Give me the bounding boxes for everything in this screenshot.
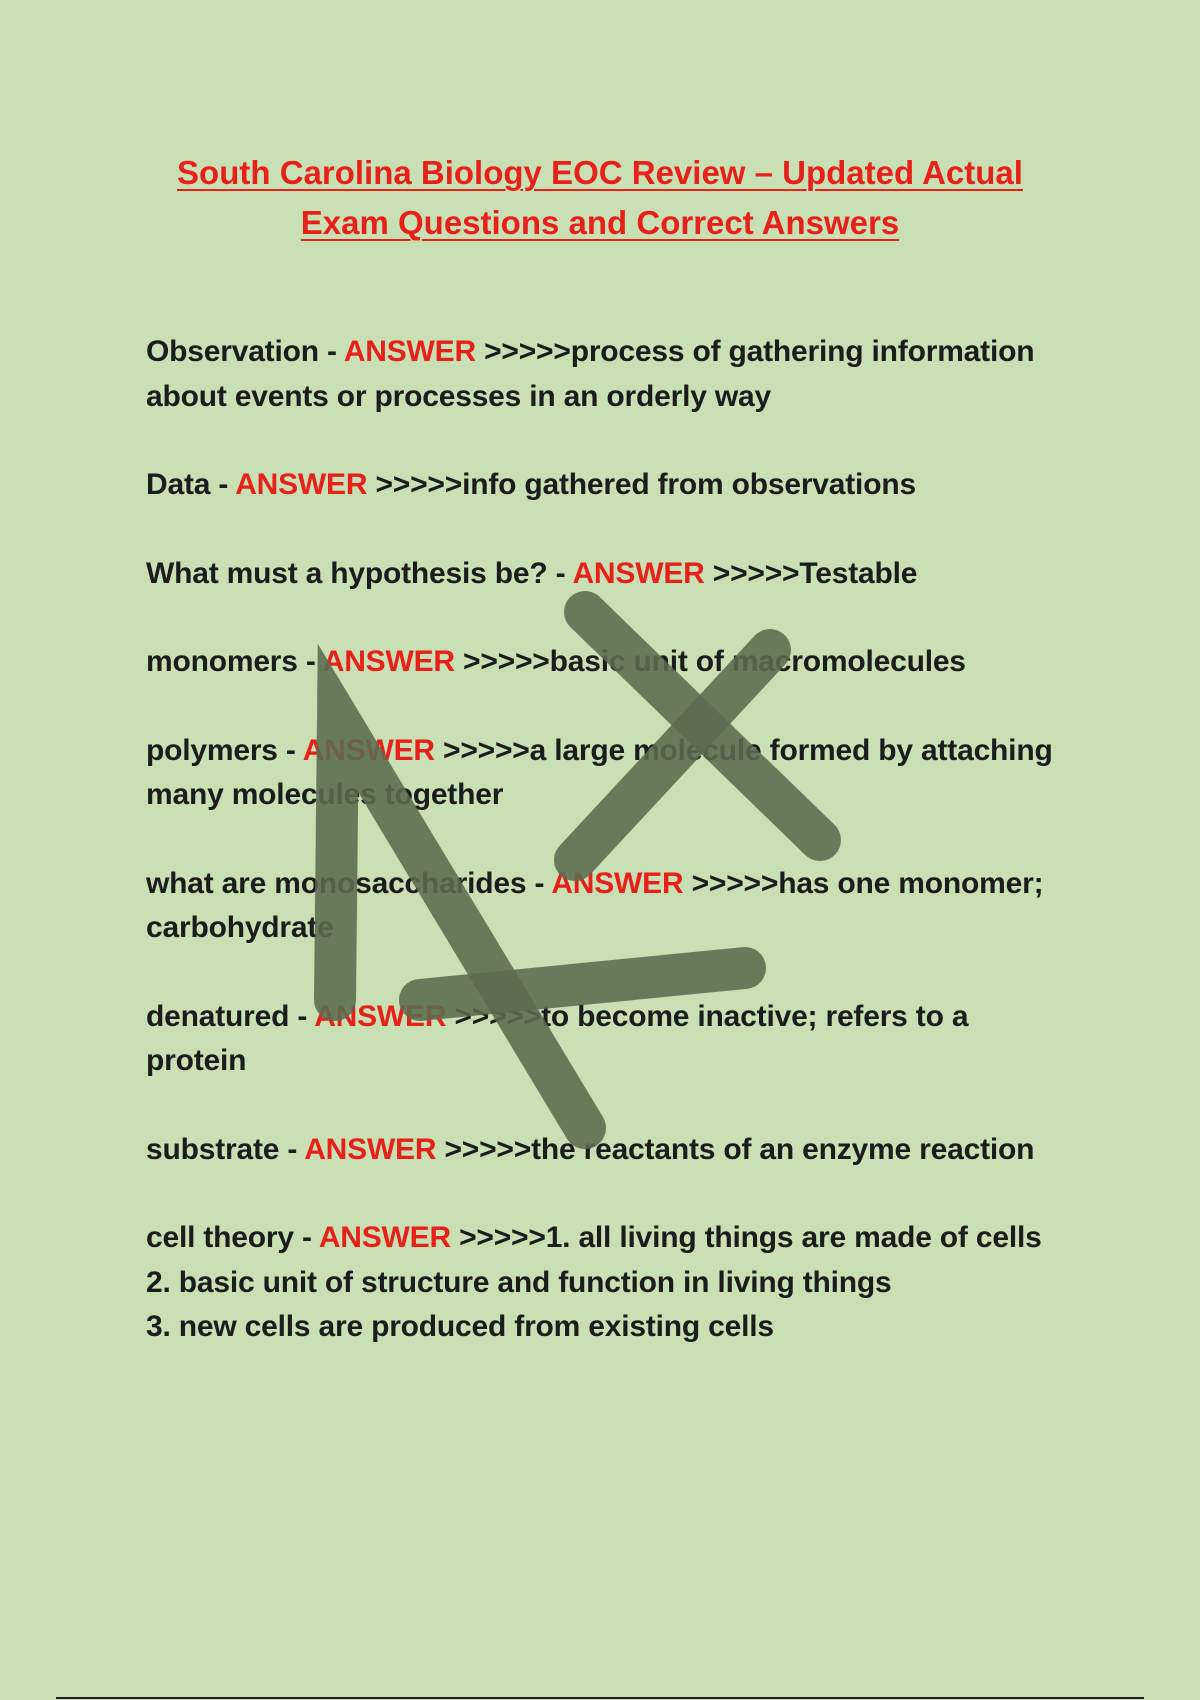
answer-label: ANSWER <box>304 1132 437 1166</box>
answer-label: ANSWER <box>343 335 476 368</box>
answer-label: ANSWER <box>318 1221 451 1254</box>
definition: info gathered from observations <box>462 468 916 501</box>
qa-item-monosaccharides <box>146 862 1076 951</box>
term: Observation <box>146 335 319 368</box>
term: polymers <box>146 733 278 767</box>
separator: - <box>318 335 344 368</box>
definition: 1. all living things are made of cells 2. basic unit of structure and function in living things 3. new cells are produced from existing cells <box>146 1221 1042 1343</box>
term: what are monosaccharides <box>146 866 527 900</box>
answer-label: ANSWER <box>551 866 684 900</box>
answer-label: ANSWER <box>235 468 368 501</box>
arrow: >>>>> <box>454 645 550 678</box>
qa-item-denatured <box>146 995 1076 1084</box>
definition: a large molecule formed by attaching many molecules together <box>146 733 1053 811</box>
term: Data <box>146 468 211 501</box>
term: cell theory <box>146 1221 294 1254</box>
arrow: >>>>> <box>475 335 571 368</box>
separator: - <box>289 999 315 1033</box>
separator: - <box>526 866 552 900</box>
arrow: >>>>> <box>446 999 542 1033</box>
qa-item-data <box>146 463 1076 508</box>
separator: - <box>210 468 236 501</box>
qa-item-polymers <box>146 729 1076 818</box>
title-line-1: South Carolina Biology EOC Review – Updated Actual <box>177 154 1023 191</box>
qa-item-monomers <box>146 640 1076 685</box>
term: monomers <box>146 645 298 678</box>
definition: to become inactive; refers to a protein <box>146 999 969 1077</box>
separator: - <box>297 645 323 678</box>
qa-list <box>146 330 1076 1394</box>
separator: - <box>293 1221 319 1254</box>
term: substrate <box>146 1132 280 1166</box>
separator: - <box>277 733 303 767</box>
qa-item-cell-theory <box>146 1216 1076 1350</box>
answer-label: ANSWER <box>322 645 455 678</box>
title-line-2: Exam Questions and Correct Answers <box>300 204 900 241</box>
answer-label: ANSWER <box>302 733 435 767</box>
definition: Testable <box>799 556 918 590</box>
answer-label: ANSWER <box>572 556 705 590</box>
arrow: >>>>> <box>450 1221 546 1254</box>
arrow: >>>>> <box>434 733 530 767</box>
definition: process of gathering information about events or processes in an orderly way <box>146 335 1035 413</box>
footer-rule <box>56 1697 1144 1699</box>
separator: - <box>279 1132 305 1166</box>
arrow: >>>>> <box>704 556 800 590</box>
arrow: >>>>> <box>683 866 779 900</box>
qa-item-substrate <box>146 1128 1076 1173</box>
qa-item-observation <box>146 330 1076 419</box>
definition: has one monomer; carbohydrate <box>146 866 1044 944</box>
document-title <box>120 148 1080 248</box>
separator: - <box>547 556 573 590</box>
term: denatured <box>146 999 290 1033</box>
qa-item-hypothesis <box>146 552 1076 597</box>
definition: basic unit of macromolecules <box>549 645 966 678</box>
arrow: >>>>> <box>436 1132 532 1166</box>
term: What must a hypothesis be? <box>146 556 548 590</box>
definition: the reactants of an enzyme reaction <box>531 1132 1035 1166</box>
arrow: >>>>> <box>367 468 463 501</box>
answer-label: ANSWER <box>314 999 447 1033</box>
